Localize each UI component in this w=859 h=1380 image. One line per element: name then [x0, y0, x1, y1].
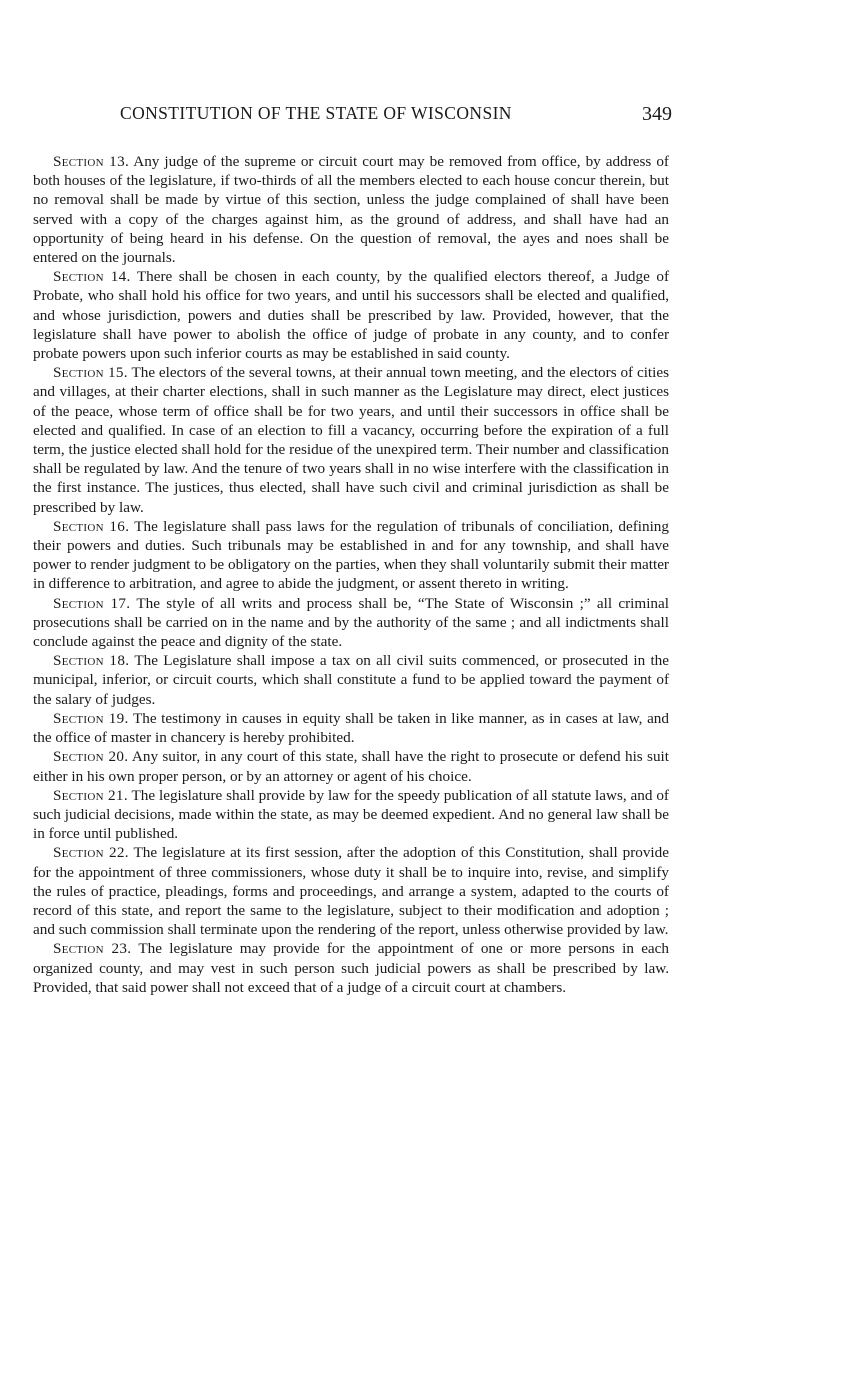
section-label: Section 16. — [53, 517, 130, 535]
section-text: The electors of the several towns, at their annual town meeting, and the electors of cities and villages, at their charter elections, shall in such manner as the Legislature may direct, elect justices of the peace, whose term of office shall be for two years, and until their successors in office shall be elected and qualified. In case of an election to fill a vacancy, occurring before the expiration of a full term, the justice elected shall hold for the residue of the unexpired term. Their number and classification shall be regulated by law. And the tenure of two years shall in no wise interfere with the classification in the first instance. The justices, thus elected, shall have such civil and criminal jurisdiction as shall be prescribed by law. — [33, 364, 670, 516]
section-text: The legislature shall pass laws for the regulation of tribunals of conciliation, defining their powers and duties. Such tribunals may be established in and for any township, and shall have power to render judgment to be obligatory on the parties, when they shall voluntarily submit their matter in difference to arbitration, and agree to abide the judgment, or assent thereto in writing. — [33, 517, 669, 593]
section-18 — [33, 651, 669, 709]
body-text — [33, 152, 669, 997]
section-21 — [33, 786, 669, 844]
section-17 — [33, 594, 669, 652]
section-label: Section 23. — [53, 940, 132, 958]
page-number: 349 — [642, 103, 672, 125]
section-text: The Legislature shall impose a tax on all civil suits commenced, or prosecuted in the municipal, inferior, or circuit courts, which shall constitute a fund to be applied toward the payment of the salary of judges. — [33, 652, 669, 708]
section-text: Any suitor, in any court of this state, shall have the right to prosecute or defend his suit either in his own proper person, or by an attorney or agent of his choice. — [33, 748, 669, 785]
section-20 — [33, 747, 669, 785]
section-text: The testimony in causes in equity shall be taken in like manner, as in cases at law, and the office of master in chancery is hereby prohibited. — [33, 709, 669, 747]
section-13 — [33, 152, 669, 267]
running-head — [120, 103, 672, 129]
section-label: Section 13. — [53, 153, 130, 170]
section-text: The legislature shall provide by law for the speedy publication of all statute laws, and of such judicial decisions, made within the state, as may be deemed expedient. And no general law shall be in force until published. — [33, 786, 669, 843]
section-14 — [33, 267, 669, 363]
section-label: Section 22. — [53, 844, 129, 862]
section-19 — [33, 709, 669, 747]
section-text: Any judge of the supreme or circuit court may be removed from office, by address of both houses of the legislature, if two-thirds of all the members elected to each house concur therein, but no removal shall be made by virtue of this section, unless the judge complained of shall have been served with a copy of the charges against him, as the ground of address, and shall have had an opportunity of being heard in his defense. On the question of removal, the ayes and noes shall be entered on the journals. — [33, 153, 669, 267]
section-text: The style of all writs and process shall be, “The State of Wisconsin ;” all criminal prosecutions shall be carried on in the name and by the authority of the same ; and all indictments shall conclude against the peace and dignity of the state. — [33, 594, 669, 651]
section-label: Section 14. — [53, 268, 131, 286]
section-text: The legislature at its first session, after the adoption of this Constitution, shall provide for the appointment of three commissioners, whose duty it shall be to inquire into, revise, and simplify the rules of practice, pleadings, forms and proceedings, and arrange a system, adapted to the courts of record of this state, and report the same to the legislature, subject to their modification and adoption ; and such commission shall terminate upon the rendering of the report, unless otherwise provided by law. — [33, 844, 669, 939]
section-label: Section 15. — [53, 364, 128, 382]
section-22 — [33, 843, 669, 939]
section-label: Section 21. — [53, 786, 128, 804]
section-text: The legislature may provide for the appointment of one or more persons in each organized county, and may vest in such person such judicial powers as shall be prescribed by law. Provided, that said power shall not exceed that of a judge of a circuit court at chambers. — [33, 940, 670, 996]
section-15 — [33, 363, 669, 517]
section-label: Section 17. — [53, 594, 131, 612]
section-label: Section 20. — [53, 748, 129, 766]
running-title: CONSTITUTION OF THE STATE OF WISCONSIN — [120, 103, 512, 123]
section-text: There shall be chosen in each county, by the qualified electors thereof, a Judge of Probate, who shall hold his office for two years, and until his successors shall be elected and qualified, and whose jurisdiction, powers and duties shall be prescribed by law. Provided, however, that the legislature shall have power to abolish the office of judge of probate in any county, and to confer probate powers upon such inferior courts as may be established in said county. — [33, 268, 669, 363]
section-label: Section 19. — [53, 709, 129, 727]
section-23 — [33, 939, 669, 997]
section-label: Section 18. — [53, 652, 130, 670]
section-16 — [33, 517, 669, 594]
